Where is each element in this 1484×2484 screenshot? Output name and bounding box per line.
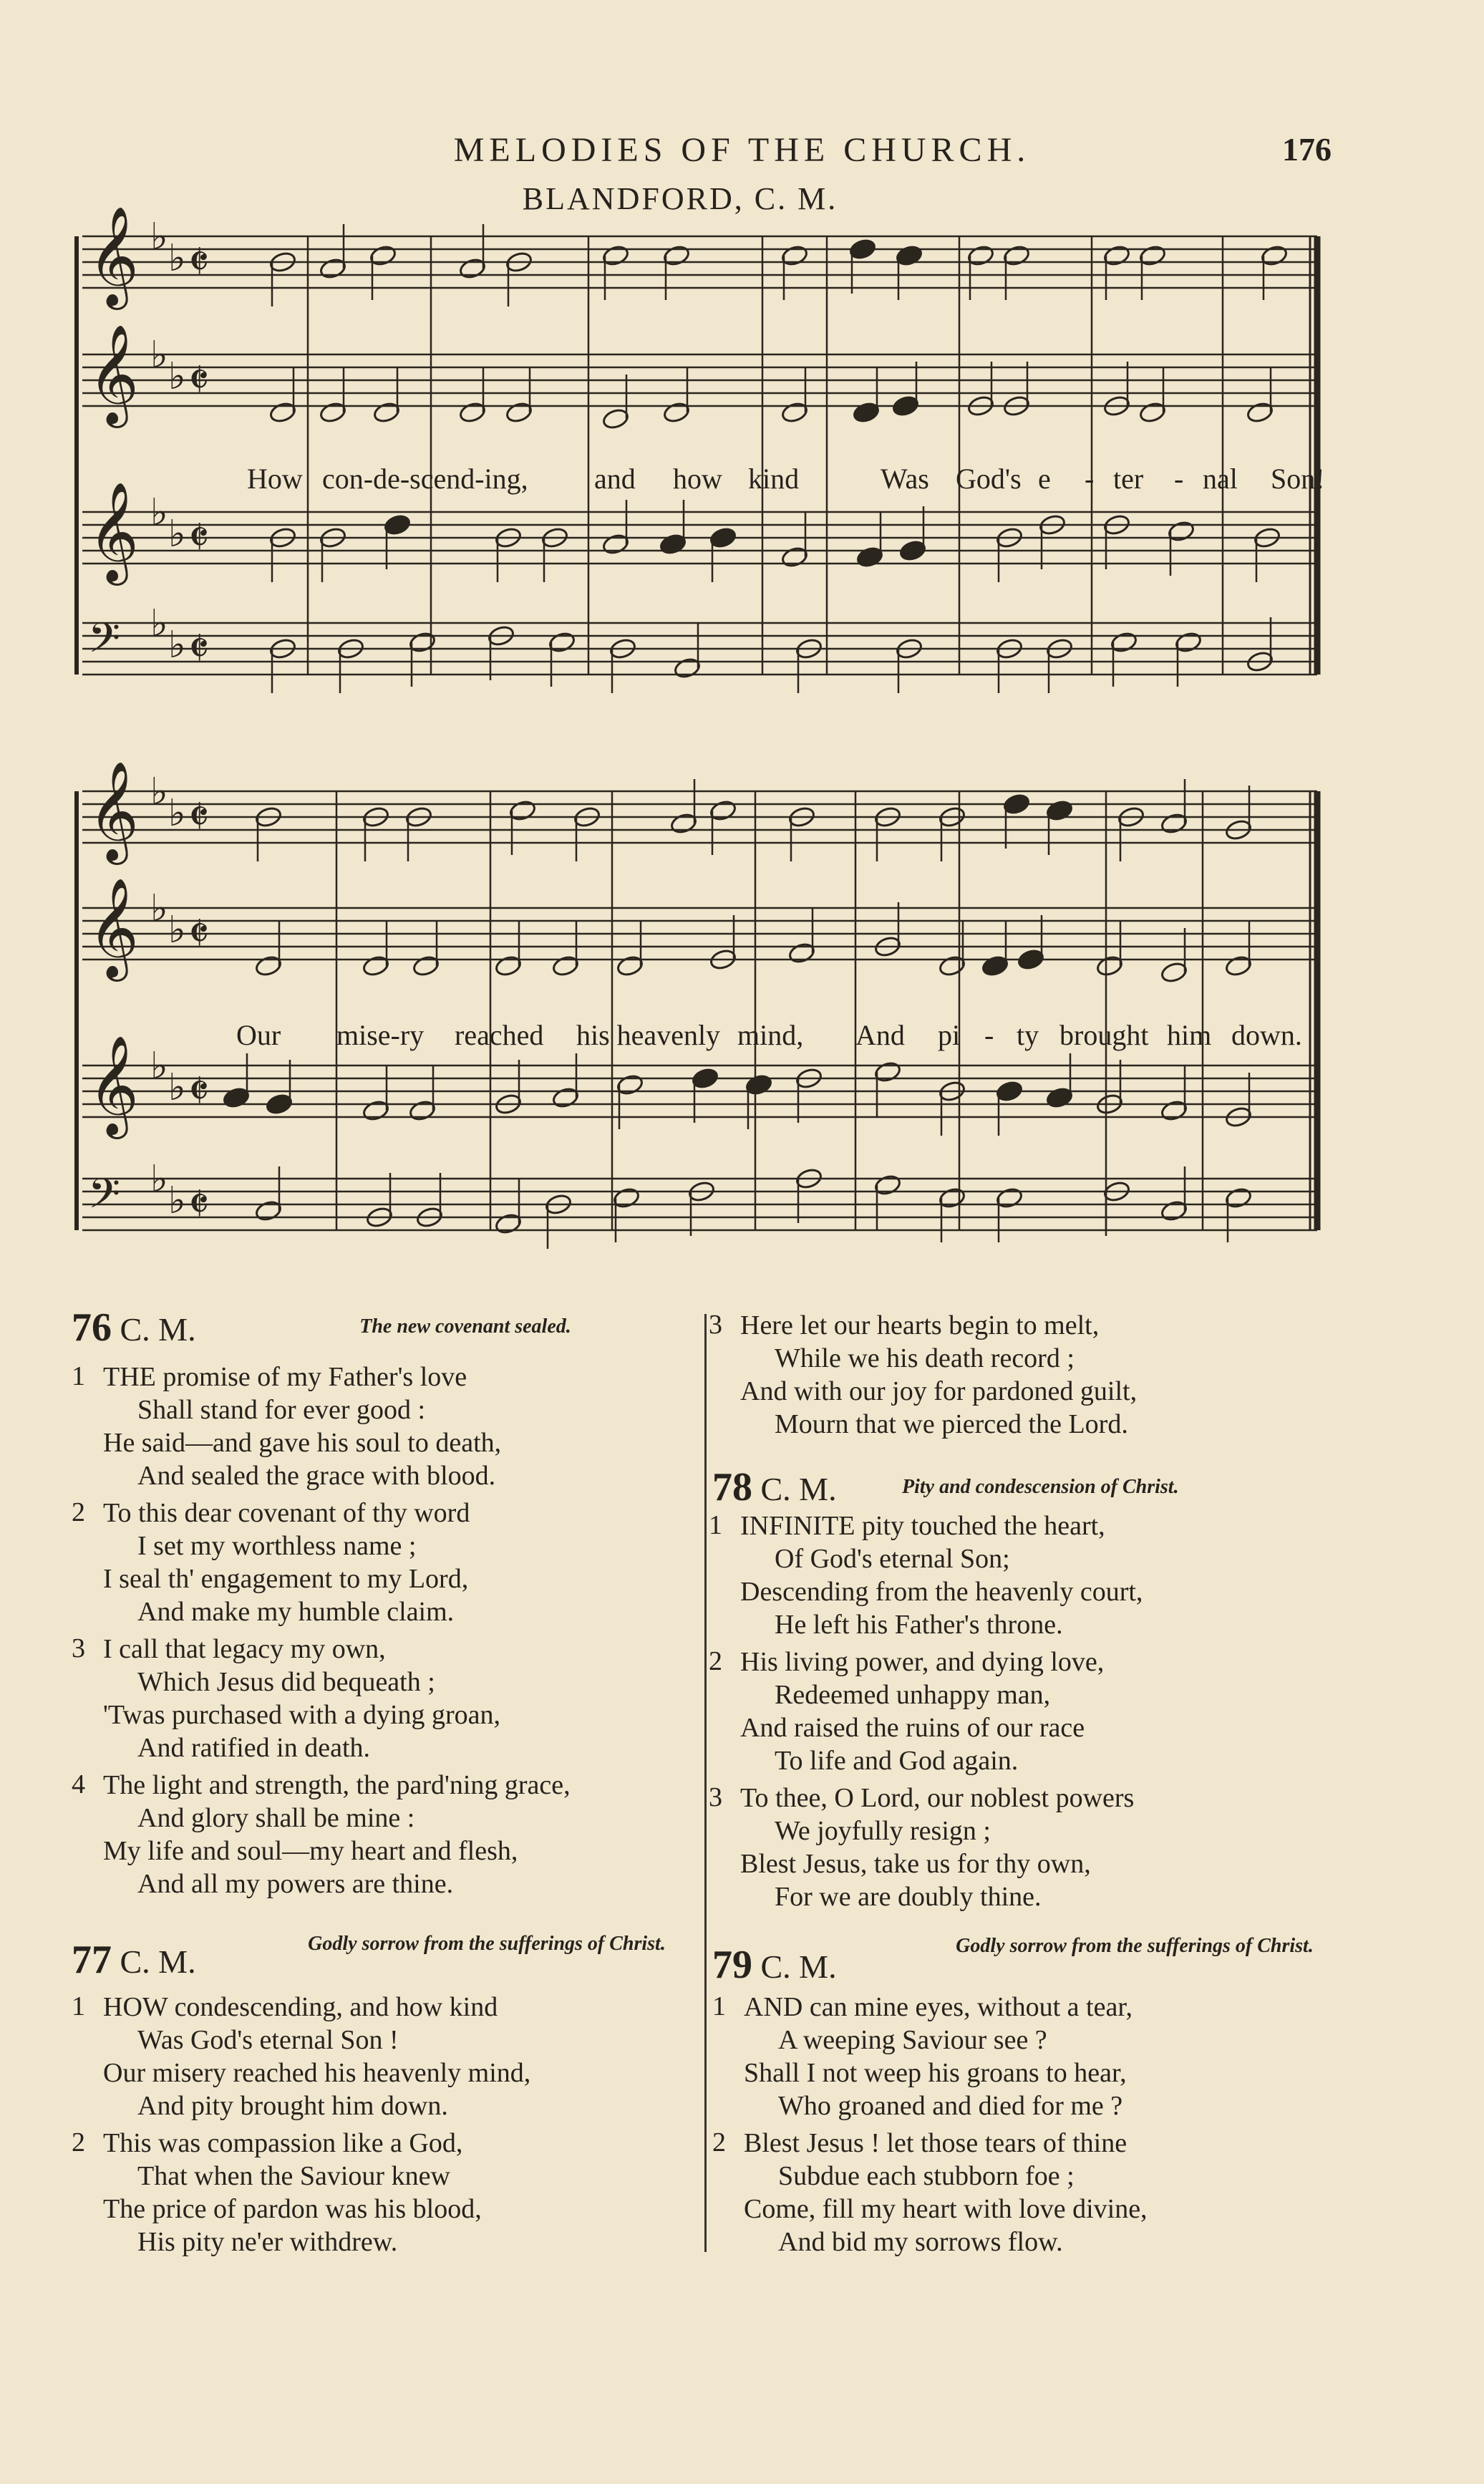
time-signature: 𝄵 [188, 234, 210, 289]
hymn-line: We joyfully resign ; [775, 1816, 991, 1846]
treble-clef: 𝄞 [88, 1035, 139, 1135]
running-head: MELODIES OF THE CHURCH. [453, 131, 1031, 169]
hymn-line: And sealed the grace with blood. [137, 1461, 496, 1491]
stanza-number: 1 [72, 1991, 85, 2021]
hymn-78-heading [712, 1464, 837, 1510]
lyric-syllable: reached [455, 1019, 544, 1051]
flat-sign: ♭ [150, 1158, 168, 1201]
lyric-syllable: kind [748, 463, 800, 495]
lyric-syllable: mind, [737, 1019, 804, 1051]
treble-clef: 𝄞 [88, 206, 139, 306]
flat-sign: ♭ [150, 216, 168, 258]
hymn-76-heading [72, 1305, 196, 1350]
hymn-line: And glory shall be mine : [137, 1803, 415, 1833]
stanza-number: 3 [709, 1310, 722, 1340]
hymn-line: To life and God again. [775, 1746, 1019, 1776]
flat-sign: ♭ [168, 513, 186, 556]
hymn-line: A weeping Saviour see ? [778, 2025, 1047, 2055]
hymn-line: Mourn that we pierced the Lord. [775, 1409, 1128, 1439]
hymn-line: Come, fill my heart with love divine, [744, 2194, 1148, 2224]
hymn-line: And raised the ruins of our race [740, 1713, 1085, 1743]
hymn-line: The light and strength, the pard'ning grace, [103, 1770, 571, 1800]
time-signature: 𝄵 [188, 1063, 210, 1118]
tune-title: BLANDFORD, C. M. [522, 181, 838, 216]
lyric-syllable: Was [881, 463, 929, 495]
hymn-79-heading [712, 1942, 837, 1988]
stanza-number: 2 [72, 2127, 85, 2157]
hymn-79-subtitle: Godly sorrow from the sufferings of Christ. [956, 1935, 1314, 1957]
hymn-76-subtitle: The new covenant sealed. [359, 1315, 571, 1338]
hymn-line: Which Jesus did bequeath ; [137, 1667, 435, 1697]
hymn-line: My life and soul—my heart and flesh, [103, 1836, 518, 1866]
lyric-syllable: how [673, 463, 722, 495]
time-signature: 𝄵 [188, 352, 210, 407]
hymn-line: Shall stand for ever good : [137, 1395, 426, 1425]
lyric-syllable: Our [236, 1019, 281, 1051]
lyric-syllable: mise-ry [336, 1019, 425, 1051]
flat-sign: ♭ [168, 1066, 186, 1109]
lyric-syllable: ter [1113, 463, 1144, 495]
hymn-line: 'Twas purchased with a dying groan, [103, 1700, 501, 1730]
hymn-line: Of God's eternal Son; [775, 1544, 1010, 1574]
stanza-number: 2 [709, 1646, 722, 1676]
hymn-line: He said—and gave his soul to death, [103, 1428, 502, 1458]
flat-sign: ♭ [150, 1045, 168, 1088]
hymn-number: 78 [712, 1465, 752, 1509]
hymn-line: Subdue each stubborn foe ; [778, 2161, 1075, 2191]
hymn-line: Redeemed unhappy man, [775, 1680, 1051, 1710]
lyric-syllable: ty [1017, 1019, 1039, 1051]
hymn-meter: C. M. [760, 1471, 837, 1507]
hymn-line: While we his death record ; [775, 1343, 1075, 1373]
time-signature: 𝄵 [188, 789, 210, 844]
stanza-number: 4 [72, 1769, 85, 1799]
flat-sign: ♭ [150, 334, 168, 377]
stanza-number: 1 [712, 1991, 726, 2021]
hymn-line: Shall I not weep his groans to hear, [744, 2058, 1127, 2088]
lyric-syllable: con-de-scend-ing, [322, 463, 528, 495]
treble-clef: 𝄞 [88, 761, 139, 861]
lyric-syllable: Son! [1271, 463, 1325, 495]
lyric-syllable: And [855, 1019, 905, 1051]
lyric-syllable: nal [1203, 463, 1238, 495]
stanza-number: 2 [712, 2127, 726, 2157]
treble-clef: 𝄞 [88, 324, 139, 424]
hymn-line: INFINITE pity touched the heart, [740, 1511, 1105, 1541]
hymn-line: Who groaned and died for me ? [778, 2091, 1123, 2121]
hymn-78-subtitle: Pity and condescension of Christ. [902, 1476, 1179, 1498]
hymn-line: I call that legacy my own, [103, 1634, 386, 1664]
hymn-line: That when the Saviour knew [137, 2161, 450, 2191]
hymn-meter: C. M. [120, 1943, 196, 1980]
hymn-77-subtitle: Godly sorrow from the sufferings of Christ. [308, 1933, 666, 1955]
lyric-syllable: and [594, 463, 636, 495]
stanza-number: 2 [72, 1497, 85, 1527]
lyric-syllable: brought [1059, 1019, 1149, 1051]
lyric-syllable: pi [938, 1019, 961, 1051]
hymn-line: He left his Father's throne. [775, 1610, 1063, 1640]
time-signature: 𝄵 [188, 621, 210, 676]
flat-sign: ♭ [150, 770, 168, 813]
stanza-number: 1 [709, 1510, 722, 1540]
lyric-syllable: - [984, 1019, 994, 1051]
hymn-line: Blest Jesus ! let those tears of thine [744, 2128, 1127, 2158]
hymn-line: His living power, and dying love, [740, 1647, 1105, 1677]
hymn-line: Here let our hearts begin to melt, [740, 1310, 1100, 1340]
hymn-line: Was God's eternal Son ! [137, 2025, 399, 2055]
lyric-syllable: God's [956, 463, 1022, 495]
hymn-line: THE promise of my Father's love [103, 1362, 467, 1392]
hymn-line: Descending from the heavenly court, [740, 1577, 1143, 1607]
lyric-syllable: him [1167, 1019, 1212, 1051]
hymn-line: I seal th' engagement to my Lord, [103, 1564, 469, 1594]
page-number: 176 [1282, 131, 1332, 168]
flat-sign: ♭ [168, 624, 186, 667]
hymn-line: And all my powers are thine. [137, 1869, 454, 1899]
hymn-line: To this dear covenant of thy word [103, 1498, 470, 1528]
lyric-syllable: - [1174, 463, 1184, 495]
hymn-line: And ratified in death. [137, 1733, 371, 1763]
lyric-syllable: his heavenly [576, 1019, 721, 1051]
hymn-meter: C. M. [760, 1948, 837, 1985]
treble-clef: 𝄞 [88, 482, 139, 581]
lyric-syllable: e [1038, 463, 1051, 495]
flat-sign: ♭ [168, 237, 186, 280]
hymn-line: Blest Jesus, take us for thy own, [740, 1849, 1091, 1879]
hymn-line: And make my humble claim. [137, 1597, 455, 1627]
hymn-line: And pity brought him down. [137, 2091, 448, 2121]
time-signature: 𝄵 [188, 906, 210, 961]
time-signature: 𝄵 [188, 1176, 210, 1232]
time-signature: 𝄵 [188, 510, 210, 565]
hymn-line: For we are doubly thine. [775, 1882, 1042, 1912]
flat-sign: ♭ [150, 887, 168, 930]
lyric-syllable: - [1085, 463, 1095, 495]
hymn-line: AND can mine eyes, without a tear, [744, 1992, 1133, 2022]
stanza-number: 1 [72, 1361, 85, 1391]
lyric-syllable: down. [1231, 1019, 1302, 1051]
hymn-line: The price of pardon was his blood, [103, 2194, 482, 2224]
flat-sign: ♭ [150, 491, 168, 534]
flat-sign: ♭ [168, 355, 186, 398]
flat-sign: ♭ [168, 792, 186, 835]
hymn-line: This was compassion like a God, [103, 2128, 463, 2158]
stanza-number: 3 [709, 1782, 722, 1812]
flat-sign: ♭ [168, 1179, 186, 1222]
hymn-number: 76 [72, 1305, 112, 1350]
flat-sign: ♭ [168, 909, 186, 952]
treble-clef: 𝄞 [88, 878, 139, 977]
flat-sign: ♭ [150, 602, 168, 645]
lyric-syllable: How [247, 463, 303, 495]
hymn-line: Our misery reached his heavenly mind, [103, 2058, 531, 2088]
hymn-77-heading [72, 1937, 196, 1983]
hymn-line: I set my worthless name ; [137, 1531, 417, 1561]
bass-clef: 𝄢 [88, 1169, 121, 1228]
bass-clef: 𝄢 [88, 614, 121, 672]
hymn-number: 77 [72, 1938, 112, 1982]
hymn-line: And bid my sorrows flow. [778, 2227, 1063, 2257]
hymn-line: To thee, O Lord, our noblest powers [740, 1783, 1135, 1813]
hymn-line: And with our joy for pardoned guilt, [740, 1376, 1138, 1406]
hymn-number: 79 [712, 1943, 752, 1987]
hymn-meter: C. M. [120, 1311, 196, 1348]
hymn-line: HOW condescending, and how kind [103, 1992, 498, 2022]
stanza-number: 3 [72, 1633, 85, 1663]
hymn-line: His pity ne'er withdrew. [137, 2227, 398, 2257]
column-divider [704, 1314, 707, 2252]
